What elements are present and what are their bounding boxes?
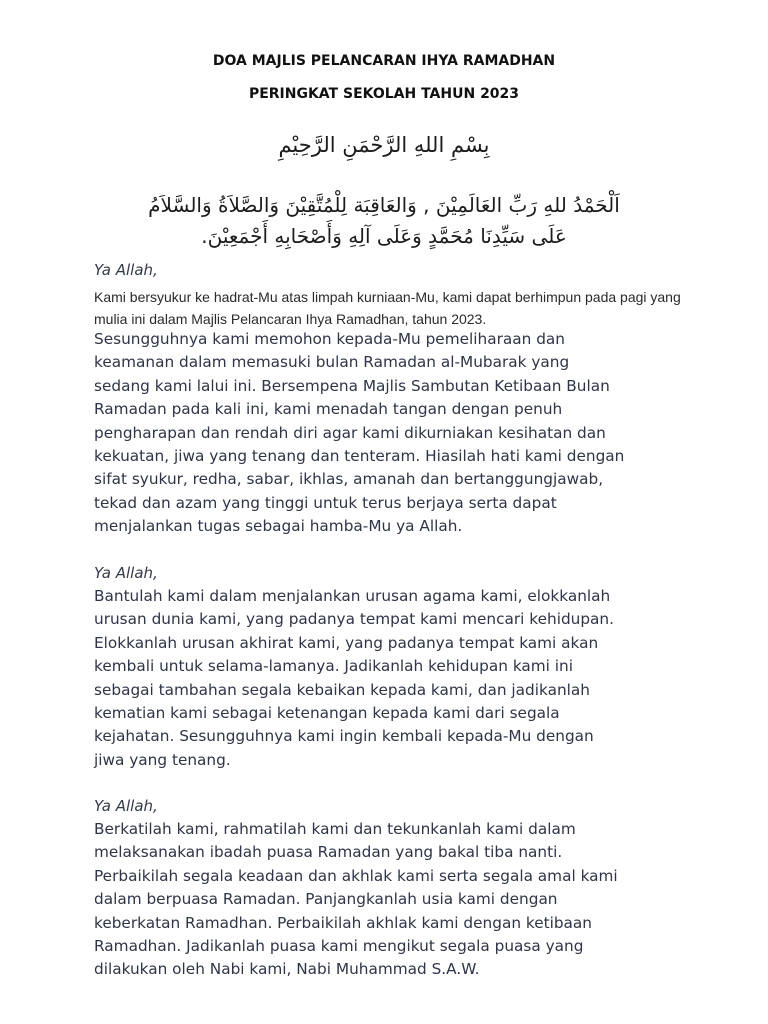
invocation-heading-3: Ya Allah, bbox=[94, 797, 158, 815]
prayer-paragraph-1: Sesungguhnya kami memohon kepada-Mu pemeliharaan dan keamanan dalam memasuki bulan Ramadan al-Mubarak yang sedang kami lalui ini. Bersempena Majlis Sambutan Ketibaan Bulan Ramadan pada kali ini, kami menadah tangan dengan penuh pengharapan dan rendah diri agar kami dikurniakan kesihatan dan kekuatan, jiwa yang tenang dan tenteram. Hiasilah hati kami dengan sifat syukur, redha, sabar, ikhlas, amanah dan bertanggungjawab, tekad dan azam yang tinggi untuk terus berjaya serta dapat menjalankan tugas sebagai hamba-Mu ya Allah. bbox=[94, 330, 625, 536]
opening-prayer-line-2: عَلَى سَيِّدِنَا مُحَمَّدٍ وَعَلَى آلِهِ وَأَصْحَابِهِ أَجْمَعِيْنَ. bbox=[201, 224, 567, 248]
document-title: DOA MAJLIS PELANCARAN IHYA RAMADHAN bbox=[212, 53, 556, 69]
document-subtitle: PERINGKAT SEKOLAH TAHUN 2023 bbox=[248, 86, 520, 102]
invocation-heading-1: Ya Allah, bbox=[94, 261, 158, 279]
prayer-paragraph-3: Berkatilah kami, rahmatilah kami dan tekunkanlah kami dalam melaksanakan ibadah puasa Ramadan yang bakal tiba nanti. Perbaikilah segala keadaan dan akhlak kami serta segala amal kami dalam berpuasa Ramadan. Panjangkanlah usia kami dengan keberkatan Ramadhan. Perbaikilah akhlak kami dengan ketibaan Ramadhan. Jadikanlah puasa kami mengikut segala puasa yang dilakukan oleh Nabi kami, Nabi Muhammad S.A.W. bbox=[94, 820, 618, 979]
invocation-heading-2: Ya Allah, bbox=[94, 564, 158, 582]
opening-prayer-line-1: اَلْحَمْدُ للهِ رَبِّ العَالَمِيْنَ , وَالعَاقِبَة لِلْمُتَّقِيْنَ وَالصَّلاَةُ وَالسَّلاَمُ bbox=[148, 193, 620, 217]
opening-prayer-arabic bbox=[60, 190, 708, 252]
intro-paragraph: Kami bersyukur ke hadrat-Mu atas limpah kurniaan-Mu, kami dapat berhimpun pada pagi yang mulia ini dalam Majlis Pelancaran Ihya Ramadhan, tahun 2023. bbox=[94, 289, 681, 327]
bismillah-text: بِسْمِ اللهِ الرَّحْمَنِ الرَّحِيْمِ bbox=[278, 133, 490, 157]
prayer-paragraph-2: Bantulah kami dalam menjalankan urusan agama kami, elokkanlah urusan dunia kami, yang padanya tempat kami mencari kehidupan. Elokkanlah urusan akhirat kami, yang padanya tempat kami akan kembali untuk selama-lamanya. Jadikanlah kehidupan kami ini sebagai tambahan segala kebaikan kepada kami, dan jadikanlah kematian kami sebagai ketenangan kepada kami dari segala kejahatan. Sesungguhnya kami ingin kembali kepada-Mu dengan jiwa yang tenang. bbox=[94, 587, 614, 769]
